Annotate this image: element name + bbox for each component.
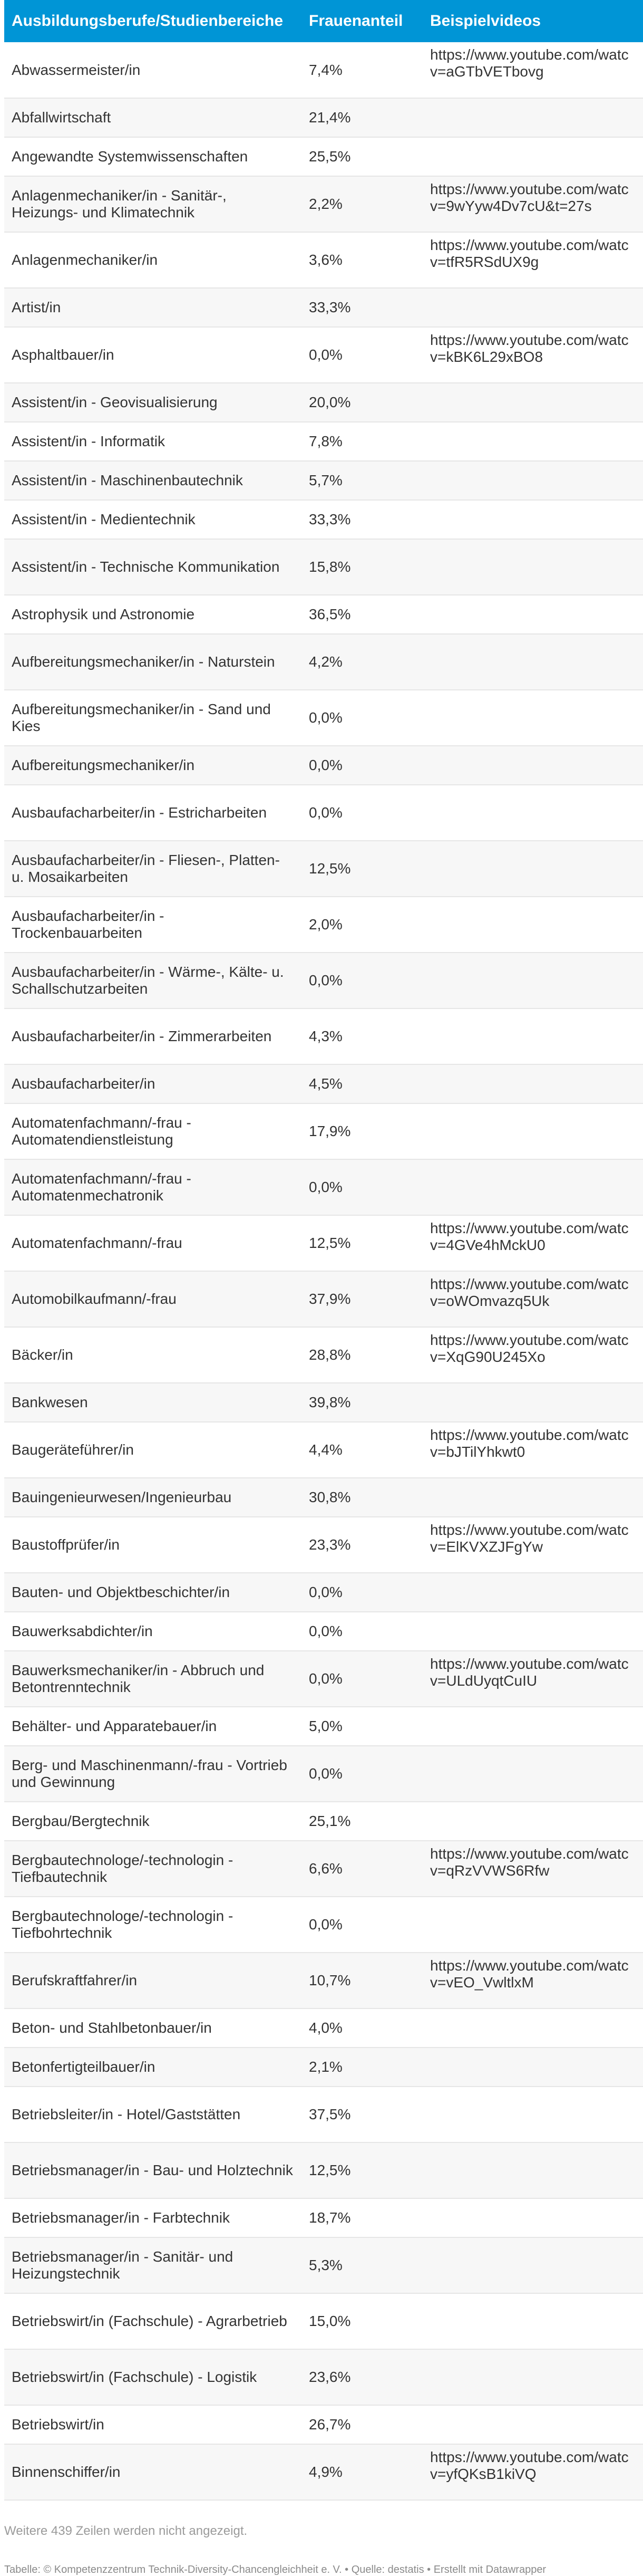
cell-female-share: 0,0% — [309, 1623, 343, 1639]
table-row — [4, 841, 643, 897]
cell-profession: Aufbereitungsmechaniker/in - Naturstein — [12, 653, 275, 670]
table-row — [4, 2198, 643, 2237]
header-example-videos[interactable]: Beispielvideos — [430, 12, 541, 30]
cell-female-share: 25,1% — [309, 1813, 351, 1829]
cell-female-share: 0,0% — [309, 1670, 343, 1687]
cell-profession: Assistent/in - Geovisualisierung — [12, 394, 218, 410]
cell-profession: Betriebswirt/in (Fachschule) - Agrarbetrieb — [12, 2313, 287, 2329]
cell-example-video — [426, 98, 643, 137]
cell-female-share: 0,0% — [309, 1179, 343, 1195]
cell-example-video — [426, 1802, 643, 1841]
cell-example-video — [426, 953, 643, 1008]
cell-female-share: 25,5% — [309, 148, 351, 165]
cell-profession: Ausbaufacharbeiter/in - Zimmerarbeiten — [12, 1028, 272, 1044]
table-row — [4, 1103, 643, 1159]
cell-profession: Betriebsmanager/in - Bau- und Holztechnik — [12, 2162, 293, 2178]
cell-example-video[interactable]: https://www.youtube.com/watc v=oWOmvazq5Uk — [430, 1276, 629, 1309]
cell-profession: Angewandte Systemwissenschaften — [12, 148, 248, 165]
cell-female-share: 21,4% — [309, 109, 351, 126]
cell-profession: Berg- und Maschinenmann/-frau - Vortrieb und Gewinnung — [12, 1757, 287, 1790]
cell-female-share: 3,6% — [309, 252, 343, 268]
table-row — [4, 2048, 643, 2087]
cell-profession: Aufbereitungsmechaniker/in — [12, 757, 195, 773]
cell-example-video[interactable]: https://www.youtube.com/watc v=9wYyw4Dv7cU&t=27s — [430, 181, 629, 214]
cell-profession: Asphaltbauer/in — [12, 347, 114, 363]
cell-female-share: 20,0% — [309, 394, 351, 410]
cell-profession: Bergbau/Bergtechnik — [12, 1813, 150, 1829]
cell-female-share: 0,0% — [309, 709, 343, 726]
table-row — [4, 1008, 643, 1064]
cell-female-share: 18,7% — [309, 2209, 351, 2226]
table-row — [4, 1897, 643, 1953]
cell-profession: Bäcker/in — [12, 1347, 73, 1363]
cell-example-video — [426, 2349, 643, 2405]
cell-female-share: 28,8% — [309, 1347, 351, 1363]
cell-profession: Bauwerksabdichter/in — [12, 1623, 153, 1639]
cell-female-share: 0,0% — [309, 347, 343, 363]
cell-profession: Ausbaufacharbeiter/in — [12, 1075, 155, 1092]
table-row — [4, 98, 643, 137]
cell-profession: Anlagenmechaniker/in - Sanitär-, Heizungs- und Klimatechnik — [12, 187, 227, 220]
cell-example-video[interactable]: https://www.youtube.com/watc v=yfQKsB1kiVQ — [430, 2449, 629, 2482]
cell-example-video[interactable]: https://www.youtube.com/watc v=aGTbVETbovg — [430, 46, 629, 80]
table-row — [4, 897, 643, 953]
cell-female-share: 2,0% — [309, 916, 343, 933]
table-row — [4, 2293, 643, 2349]
cell-profession: Automatenfachmann/-frau - Automatenmechatronik — [12, 1170, 191, 1204]
cell-female-share: 37,9% — [309, 1291, 351, 1307]
table-header-row — [4, 0, 643, 42]
cell-female-share: 0,0% — [309, 1916, 343, 1933]
cell-example-video — [426, 383, 643, 422]
table-row — [4, 2405, 643, 2444]
table-row — [4, 1517, 643, 1573]
cell-example-video — [426, 690, 643, 746]
cell-female-share: 17,9% — [309, 1123, 351, 1139]
cell-female-share: 12,5% — [309, 1235, 351, 1251]
table-row — [4, 327, 643, 383]
cell-example-video — [426, 1897, 643, 1953]
cell-female-share: 0,0% — [309, 757, 343, 773]
table-row — [4, 2008, 643, 2048]
table-row — [4, 2142, 643, 2198]
cell-example-video — [426, 1746, 643, 1802]
table-row — [4, 232, 643, 288]
cell-profession: Abfallwirtschaft — [12, 109, 111, 126]
cell-female-share: 12,5% — [309, 2162, 351, 2178]
cell-female-share: 33,3% — [309, 511, 351, 527]
table-row — [4, 1159, 643, 1215]
cell-example-video — [426, 785, 643, 841]
cell-female-share: 10,7% — [309, 1972, 351, 1988]
cell-example-video — [426, 137, 643, 176]
table-row — [4, 1612, 643, 1651]
cell-female-share: 30,8% — [309, 1489, 351, 1505]
cell-profession: Betriebswirt/in — [12, 2416, 104, 2433]
table-row — [4, 690, 643, 746]
table-row — [4, 1383, 643, 1422]
cell-example-video — [426, 634, 643, 690]
table-row — [4, 1802, 643, 1841]
cell-example-video — [426, 897, 643, 953]
table-row — [4, 1478, 643, 1517]
cell-female-share: 5,3% — [309, 2257, 343, 2273]
cell-example-video — [426, 2237, 643, 2293]
table-row — [4, 595, 643, 634]
cell-female-share: 12,5% — [309, 860, 351, 877]
cell-example-video — [426, 2293, 643, 2349]
cell-female-share: 33,3% — [309, 299, 351, 315]
cell-example-video — [426, 2142, 643, 2198]
table-row — [4, 42, 643, 98]
cell-profession: Bauwerksmechaniker/in - Abbruch und Betontrenntechnik — [12, 1662, 265, 1695]
hidden-rows-note: Weitere 439 Zeilen werden nicht angezeigt. — [4, 2524, 248, 2538]
cell-profession: Automatenfachmann/-frau - Automatendienstleistung — [12, 1114, 191, 1148]
cell-female-share: 36,5% — [309, 606, 351, 622]
cell-female-share: 2,2% — [309, 196, 343, 212]
table-row — [4, 1651, 643, 1707]
cell-profession: Bauingenieurwesen/Ingenieurbau — [12, 1489, 232, 1505]
table-row — [4, 137, 643, 176]
cell-profession: Ausbaufacharbeiter/in - Fliesen-, Platten- u. Mosaikarbeiten — [12, 852, 280, 885]
cell-profession: Assistent/in - Technische Kommunikation — [12, 559, 280, 575]
cell-female-share: 4,0% — [309, 2020, 343, 2036]
header-female-share[interactable]: Frauenanteil — [309, 12, 403, 30]
cell-profession: Beton- und Stahlbetonbauer/in — [12, 2020, 212, 2036]
cell-example-video — [426, 1612, 643, 1651]
cell-example-video[interactable]: https://www.youtube.com/watc v=qRzVVWS6Rfw — [430, 1846, 629, 1879]
table-row — [4, 2349, 643, 2405]
cell-example-video — [426, 422, 643, 461]
table-row — [4, 2087, 643, 2142]
cell-female-share: 7,8% — [309, 433, 343, 449]
cell-profession: Assistent/in - Maschinenbautechnik — [12, 472, 243, 488]
table-row — [4, 953, 643, 1008]
cell-profession: Betriebsmanager/in - Farbtechnik — [12, 2209, 230, 2226]
cell-example-video — [426, 1383, 643, 1422]
table-row — [4, 1064, 643, 1103]
cell-profession: Automatenfachmann/-frau — [12, 1235, 182, 1251]
table-row — [4, 634, 643, 690]
cell-example-video — [426, 539, 643, 595]
cell-example-video — [426, 1159, 643, 1215]
cell-profession: Betriebsleiter/in - Hotel/Gaststätten — [12, 2106, 241, 2122]
cell-female-share: 15,8% — [309, 559, 351, 575]
cell-profession: Artist/in — [12, 299, 61, 315]
cell-female-share: 0,0% — [309, 804, 343, 821]
cell-example-video — [426, 1573, 643, 1612]
table-row — [4, 1422, 643, 1478]
table-footer: Tabelle: © Kompetenzzentrum Technik-Diversity-Chancengleichheit e. V. • Quelle: destatis • Erstellt mit Datawrapper — [4, 2564, 547, 2575]
cell-female-share: 0,0% — [309, 1584, 343, 1600]
table-row — [4, 1215, 643, 1271]
cell-example-video[interactable]: https://www.youtube.com/watc v=ULdUyqtCuIU — [430, 1656, 629, 1689]
table-row — [4, 1841, 643, 1897]
cell-example-video — [426, 2048, 643, 2087]
cell-example-video[interactable]: https://www.youtube.com/watc v=kBK6L29xBO8 — [430, 332, 629, 365]
table-row — [4, 1746, 643, 1802]
table-row — [4, 176, 643, 232]
table-row — [4, 422, 643, 461]
cell-profession: Ausbaufacharbeiter/in - Estricharbeiten — [12, 804, 267, 821]
cell-female-share: 5,7% — [309, 472, 343, 488]
cell-female-share: 5,0% — [309, 1718, 343, 1734]
cell-profession: Bergbautechnologe/-technologin - Tiefbohrtechnik — [12, 1908, 233, 1941]
cell-profession: Behälter- und Apparatebauer/in — [12, 1718, 217, 1734]
cell-profession: Ausbaufacharbeiter/in - Wärme-, Kälte- u. Schallschutzarbeiten — [12, 964, 284, 997]
cell-profession: Assistent/in - Informatik — [12, 433, 165, 449]
table-row — [4, 1327, 643, 1383]
cell-example-video — [426, 2405, 643, 2444]
cell-female-share: 6,6% — [309, 1860, 343, 1877]
table-row — [4, 288, 643, 327]
cell-female-share: 0,0% — [309, 972, 343, 988]
cell-female-share: 26,7% — [309, 2416, 351, 2433]
cell-female-share: 23,3% — [309, 1536, 351, 1553]
cell-profession: Betriebswirt/in (Fachschule) - Logistik — [12, 2369, 257, 2385]
cell-example-video — [426, 288, 643, 327]
cell-profession: Assistent/in - Medientechnik — [12, 511, 196, 527]
cell-example-video — [426, 2008, 643, 2048]
cell-profession: Astrophysik und Astronomie — [12, 606, 195, 622]
cell-example-video — [426, 746, 643, 785]
table-row — [4, 785, 643, 841]
cell-female-share: 15,0% — [309, 2313, 351, 2329]
cell-example-video[interactable]: https://www.youtube.com/watc v=4GVe4hMckU0 — [430, 1220, 629, 1253]
table-row — [4, 2237, 643, 2293]
cell-female-share: 4,2% — [309, 653, 343, 670]
cell-profession: Bankwesen — [12, 1394, 88, 1410]
cell-example-video — [426, 461, 643, 500]
table-row — [4, 1271, 643, 1327]
cell-profession: Anlagenmechaniker/in — [12, 252, 158, 268]
cell-example-video — [426, 841, 643, 897]
table-row — [4, 2444, 643, 2500]
cell-profession: Betriebsmanager/in - Sanitär- und Heizungstechnik — [12, 2248, 233, 2282]
cell-female-share: 37,5% — [309, 2106, 351, 2122]
cell-example-video — [426, 595, 643, 634]
cell-female-share: 7,4% — [309, 61, 343, 78]
table-row — [4, 461, 643, 500]
cell-female-share: 4,5% — [309, 1075, 343, 1092]
cell-example-video — [426, 1008, 643, 1064]
data-table — [4, 0, 643, 2501]
cell-female-share: 2,1% — [309, 2059, 343, 2075]
cell-profession: Binnenschiffer/in — [12, 2464, 121, 2480]
table-row — [4, 1573, 643, 1612]
cell-example-video[interactable]: https://www.youtube.com/watc v=bJTilYhkwt0 — [430, 1427, 629, 1460]
cell-example-video — [426, 1478, 643, 1517]
cell-example-video — [426, 1064, 643, 1103]
cell-profession: Baustoffprüfer/in — [12, 1536, 120, 1553]
table-row — [4, 1707, 643, 1746]
cell-profession: Betonfertigteilbauer/in — [12, 2059, 155, 2075]
table-container — [4, 0, 643, 2501]
cell-profession: Ausbaufacharbeiter/in - Trockenbauarbeiten — [12, 908, 164, 941]
table-row — [4, 383, 643, 422]
cell-example-video[interactable]: https://www.youtube.com/watc v=ElKVXZJFgYw — [430, 1522, 629, 1555]
table-row — [4, 746, 643, 785]
cell-example-video[interactable]: https://www.youtube.com/watc v=XqG90U245Xo — [430, 1332, 629, 1365]
cell-female-share: 23,6% — [309, 2369, 351, 2385]
cell-female-share: 4,4% — [309, 1441, 343, 1458]
header-profession[interactable]: Ausbildungsberufe/Studienbereiche — [12, 12, 284, 30]
table-row — [4, 1953, 643, 2008]
cell-female-share: 4,9% — [309, 2464, 343, 2480]
cell-profession: Automobilkaufmann/-frau — [12, 1291, 177, 1307]
cell-profession: Bauten- und Objektbeschichter/in — [12, 1584, 230, 1600]
cell-example-video — [426, 500, 643, 539]
table-row — [4, 500, 643, 539]
cell-profession: Aufbereitungsmechaniker/in - Sand und Kies — [12, 701, 271, 734]
cell-female-share: 39,8% — [309, 1394, 351, 1410]
cell-example-video — [426, 2198, 643, 2237]
cell-female-share: 0,0% — [309, 1765, 343, 1782]
cell-example-video — [426, 2087, 643, 2142]
cell-profession: Abwassermeister/in — [12, 61, 141, 78]
cell-example-video[interactable]: https://www.youtube.com/watc v=tfR5RSdUX9g — [430, 237, 629, 270]
cell-profession: Berufskraftfahrer/in — [12, 1972, 138, 1988]
table-row — [4, 539, 643, 595]
cell-example-video — [426, 1103, 643, 1159]
cell-profession: Baugeräteführer/in — [12, 1441, 134, 1458]
cell-female-share: 4,3% — [309, 1028, 343, 1044]
cell-profession: Bergbautechnologe/-technologin - Tiefbautechnik — [12, 1852, 233, 1885]
cell-example-video[interactable]: https://www.youtube.com/watc v=vEO_VwltlxM — [430, 1957, 629, 1991]
cell-example-video — [426, 1707, 643, 1746]
